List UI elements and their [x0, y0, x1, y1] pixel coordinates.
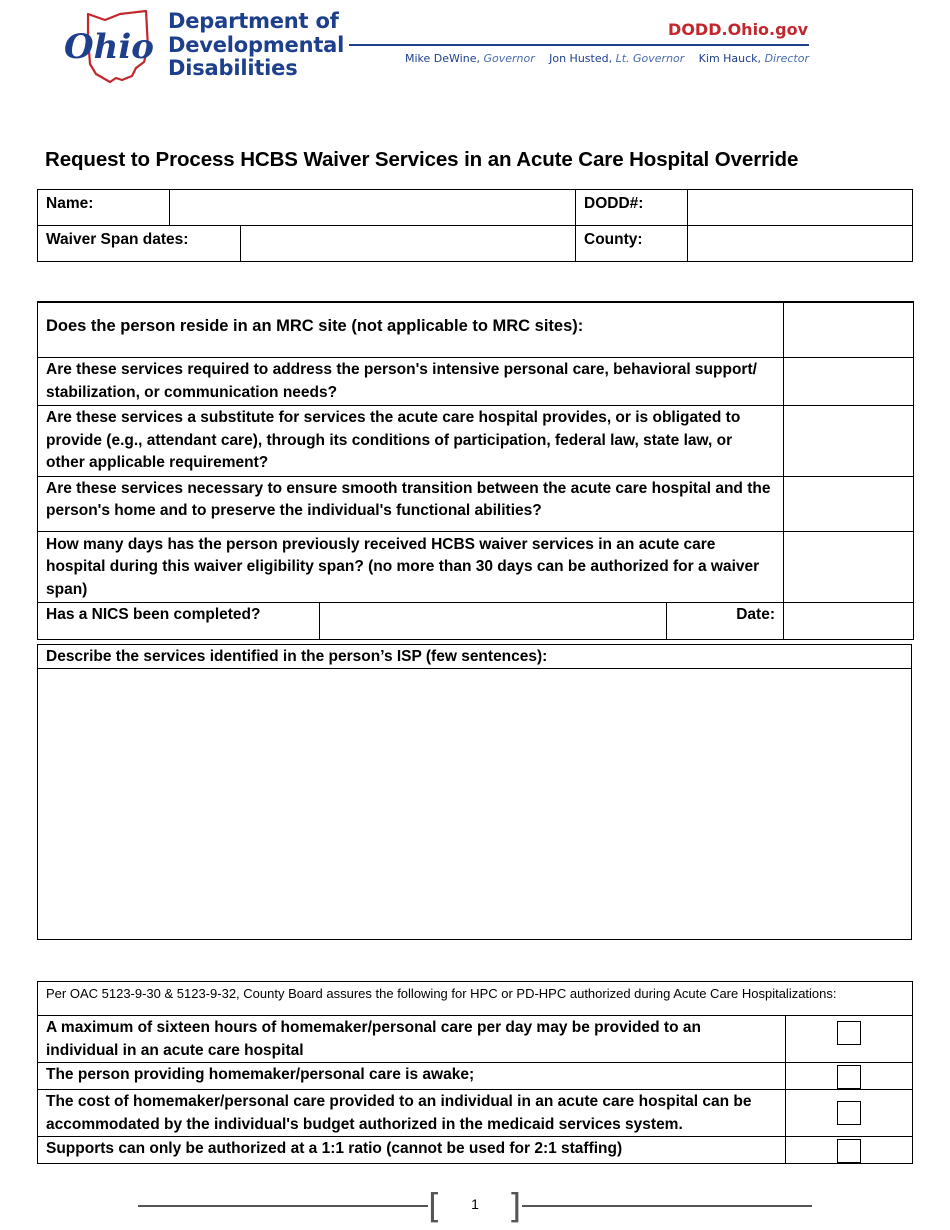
assurance-max-hours-checkbox[interactable] [837, 1021, 861, 1045]
name-label: Name: [38, 190, 170, 226]
page-number: 1 [471, 1196, 479, 1212]
question-substitute-services: Are these services a substitute for services the acute care hospital provides, or is obligated to provide (e.g., attendant care), through its conditions of participation, federal law, state law, or other applicable requirement? [38, 406, 784, 477]
dept-line-3: Disabilities [168, 56, 298, 80]
form-title: Request to Process HCBS Waiver Services in an Acute Care Hospital Override [45, 148, 799, 171]
assurance-ratio: Supports can only be authorized at a 1:1 ratio (cannot be used for 2:1 staffing) [38, 1137, 786, 1164]
assurance-max-hours: A maximum of sixteen hours of homemaker/personal care per day may be provided to an individual in an acute care hospital [38, 1016, 786, 1063]
assurance-budget-cell [786, 1090, 913, 1137]
header-rule [349, 44, 809, 46]
website-link[interactable]: DODD.Ohio.gov [668, 20, 808, 39]
department-name [168, 10, 344, 81]
dodd-number-label: DODD#: [576, 190, 688, 226]
isp-label: Describe the services identified in the person’s ISP (few sentences): [38, 645, 912, 669]
question-previous-days: How many days has the person previously received HCBS waiver services in an acute care hospital during this waiver eligibility span? (no more than 30 days can be authorized for a waiver span) [38, 531, 784, 603]
answer-mrc-site[interactable] [784, 302, 914, 358]
isp-description-field[interactable] [38, 669, 912, 940]
dept-line-1: Department of [168, 9, 339, 33]
answer-smooth-transition[interactable] [784, 476, 914, 531]
assurance-ratio-cell [786, 1137, 913, 1164]
official-director: Kim Hauck, Director [698, 52, 809, 65]
nics-label: Has a NICS been completed? [38, 603, 320, 640]
assurance-budget-checkbox[interactable] [837, 1101, 861, 1125]
footer-bracket-right: ] [508, 1187, 522, 1227]
assurance-awake-cell [786, 1063, 913, 1090]
date-label: Date: [667, 603, 784, 640]
county-label: County: [576, 226, 688, 262]
official-governor: Mike DeWine, Governor [405, 52, 535, 65]
questions-table [37, 301, 914, 640]
ohio-logo [60, 8, 160, 86]
answer-intensive-needs[interactable] [784, 358, 914, 406]
isp-table [37, 644, 912, 940]
date-field[interactable] [784, 603, 914, 640]
name-field[interactable] [170, 190, 576, 226]
answer-substitute-services[interactable] [784, 406, 914, 477]
assurance-awake: The person providing homemaker/personal care is awake; [38, 1063, 786, 1090]
assurances-intro: Per OAC 5123-9-30 & 5123-9-32, County Board assures the following for HPC or PD-HPC authorized during Acute Care Hospitalizations: [38, 982, 913, 1016]
identification-table [37, 189, 913, 262]
footer-bracket-left: [ [428, 1187, 442, 1227]
assurance-ratio-checkbox[interactable] [837, 1139, 861, 1163]
nics-field[interactable] [320, 603, 667, 640]
assurance-budget: The cost of homemaker/personal care provided to an individual in an acute care hospital can be accommodated by the individual's budget authorized in the medicaid services system. [38, 1090, 786, 1137]
waiver-span-label: Waiver Span dates: [38, 226, 241, 262]
assurance-awake-checkbox[interactable] [837, 1065, 861, 1089]
question-intensive-needs: Are these services required to address the person's intensive personal care, behavioral support/ stabilization, or communication needs? [38, 358, 784, 406]
question-smooth-transition: Are these services necessary to ensure smooth transition between the acute care hospital and the person's home and to preserve the individual's functional abilities? [38, 476, 784, 531]
county-field[interactable] [688, 226, 913, 262]
footer-rule-right [522, 1205, 812, 1207]
assurances-table [37, 981, 913, 1164]
dept-line-2: Developmental [168, 32, 345, 57]
officials-line [405, 52, 809, 65]
answer-previous-days[interactable] [784, 531, 914, 603]
assurance-max-hours-cell [786, 1016, 913, 1063]
ohio-logo-text: Ohio [64, 27, 154, 67]
waiver-span-field[interactable] [241, 226, 576, 262]
dodd-number-field[interactable] [688, 190, 913, 226]
official-lt-governor: Jon Husted, Lt. Governor [549, 52, 685, 65]
question-mrc-site: Does the person reside in an MRC site (not applicable to MRC sites): [38, 302, 784, 358]
footer-rule-left [138, 1205, 428, 1207]
